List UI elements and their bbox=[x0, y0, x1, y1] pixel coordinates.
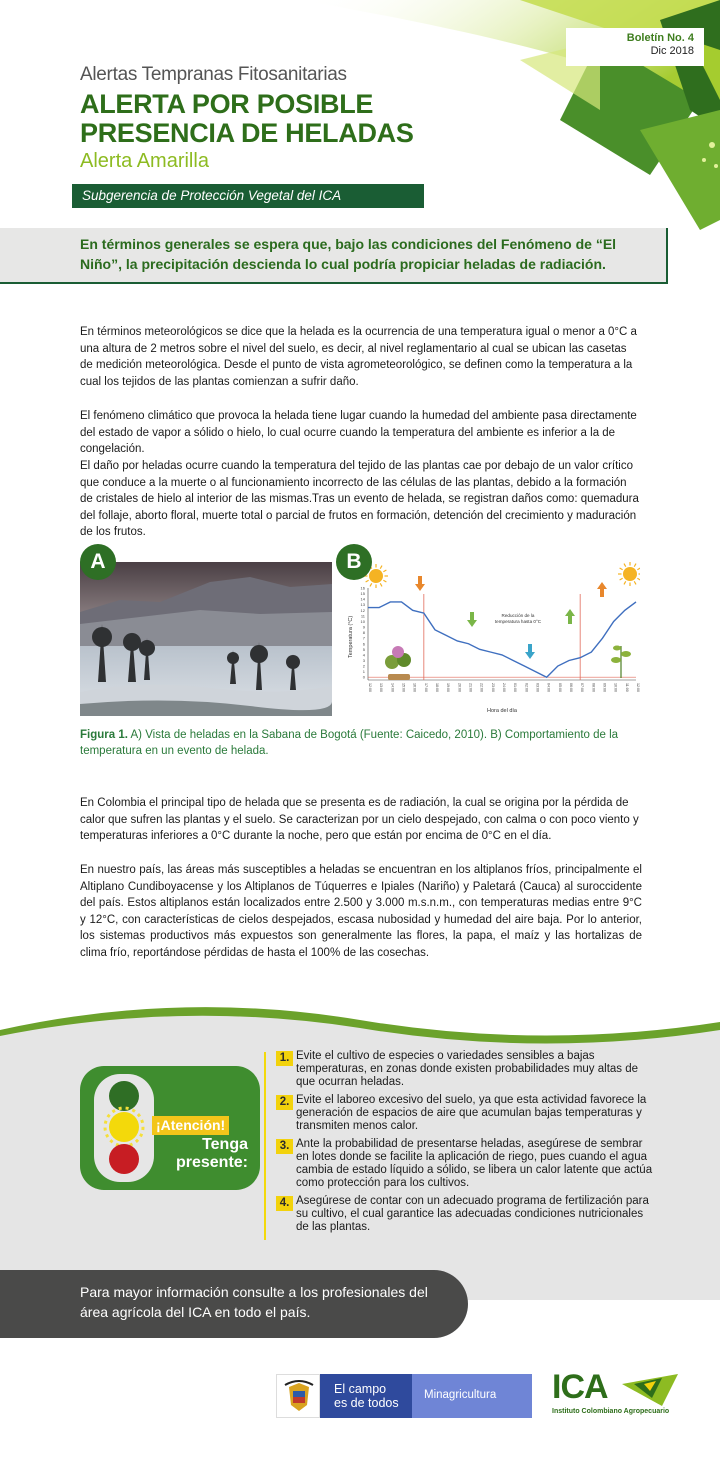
x-tick-label: 04:00 bbox=[546, 683, 551, 692]
paragraph-1: En términos meteorológicos se dice que la helada es la ocurrencia de una temperatura igual o menor a 0°C a una altura de 2 metros sobre el nivel del suelo, es decir, al nivel reglamentario al cual se ubican las casetas de medición meteorológica. Desde el punto de vista agrometeorológico, se definen como la temperatura a la cual los tejidos de las plantas comienzan a sufrir daño. bbox=[80, 326, 637, 388]
atencion-label bbox=[152, 1116, 229, 1135]
seedling-leaf-icon bbox=[613, 646, 621, 651]
seedling-leaf-icon bbox=[611, 657, 621, 663]
x-tick-label: 02:00 bbox=[524, 683, 529, 692]
potato-flower-icon bbox=[392, 646, 404, 658]
campo-line-1: El campo bbox=[334, 1382, 387, 1396]
y-tick-label: 13 bbox=[360, 602, 365, 608]
annotation-text: temperatura hasta 0°C bbox=[494, 619, 542, 624]
atencion-line-2: Tenga bbox=[202, 1136, 248, 1153]
department-banner: Subgerencia de Protección Vegetal del ICA bbox=[72, 184, 424, 208]
x-tick-label: 12:00 bbox=[636, 683, 640, 692]
x-tick-label: 17:00 bbox=[423, 683, 428, 692]
chart-background bbox=[340, 562, 640, 716]
y-axis-title: Temperatura (°C) bbox=[348, 615, 354, 658]
x-tick-label: 03:00 bbox=[535, 683, 540, 692]
x-tick-label: 15:00 bbox=[401, 683, 406, 692]
title-line-2: PRESENCIA DE HELADAS bbox=[80, 118, 414, 148]
paragraph-4: En Colombia el principal tipo de helada que se presenta es de radiación, la cual se origina por la pérdida de calor que sufren las plantas y el suelo. Se caracterizan por un cielo despejado, con calma o con poco viento y temperaturas inferiores a 0°C durante la noche, pero que están por encima de 0°C en el día. bbox=[80, 797, 639, 842]
tips-list bbox=[276, 1050, 658, 1239]
y-tick-label: 0 bbox=[362, 674, 365, 680]
x-tick-label: 06:00 bbox=[569, 683, 573, 692]
x-tick-label: 23:00 bbox=[490, 683, 495, 692]
tip-text: Evite el laboreo excesivo del suelo, ya que esta actividad favorece la generación de espacios de aire que acumulan bajas temperaturas y transmiten menos calor. bbox=[296, 1094, 647, 1132]
x-tick-label: 11:00 bbox=[624, 683, 629, 692]
tip-number: 4. bbox=[276, 1196, 293, 1211]
info-text: Para mayor información consulte a los profesionales del área agrícola del ICA en todo el país. bbox=[80, 1284, 428, 1320]
sun-icon bbox=[623, 567, 637, 581]
tip-text: Asegúrese de contar con un adecuado programa de fertilización para su cultivo, el cual garantice las adecuadas condiciones nutricionales de las plantas. bbox=[296, 1195, 649, 1233]
y-tick-label: 14 bbox=[360, 596, 365, 602]
title-line-1: ALERTA POR POSIBLE bbox=[80, 89, 374, 119]
ica-logo bbox=[552, 1368, 682, 1418]
tips-divider bbox=[264, 1052, 266, 1240]
tip-text: Evite el cultivo de especies o variedades sensibles a bajas temperaturas, en zonas donde existen probabilidades muy altas de que ocurran heladas. bbox=[296, 1050, 639, 1088]
bulletin-date: Dic 2018 bbox=[650, 45, 694, 57]
tip-number: 3. bbox=[276, 1139, 293, 1154]
alert-level: Alerta Amarilla bbox=[80, 150, 209, 172]
y-tick-label: 11 bbox=[360, 613, 365, 619]
y-tick-label: 12 bbox=[360, 607, 365, 613]
ica-full: Instituto Colombiano Agropecuario bbox=[552, 1408, 670, 1415]
atencion-heading bbox=[162, 1136, 248, 1172]
y-tick-label: 5 bbox=[362, 646, 365, 652]
y-tick-label: 4 bbox=[362, 652, 365, 658]
figure-a-badge: A bbox=[80, 544, 116, 580]
ministry-badge bbox=[412, 1374, 532, 1418]
tip-item bbox=[276, 1050, 658, 1089]
y-tick-label: 3 bbox=[362, 657, 365, 663]
tip-number: 2. bbox=[276, 1095, 293, 1110]
x-tick-label: 18:00 bbox=[435, 683, 439, 692]
x-tick-label: 10:00 bbox=[613, 683, 618, 692]
kicker: Alertas Tempranas Fitosanitarias bbox=[80, 64, 347, 85]
government-logos bbox=[276, 1374, 532, 1418]
bulletin-number: Boletín No. 4 bbox=[626, 32, 694, 44]
el-campo-badge bbox=[320, 1374, 412, 1418]
atencion-line-3: presente: bbox=[175, 1154, 248, 1171]
x-tick-label: 08:00 bbox=[591, 683, 596, 692]
x-tick-label: 07:00 bbox=[580, 683, 585, 692]
paragraph-2: El fenómeno climático que provoca la helada tiene lugar cuando la humedad del ambiente pasa directamente del estado de vapor a sólido o hielo, lo cual ocurre cuando la temperatura del ambiente es inferior a la de congelación. bbox=[80, 410, 637, 455]
campo-line-2: es de todos bbox=[334, 1396, 399, 1410]
tip-text: Ante la probabilidad de presentarse heladas, asegúrese de sembrar en lotes donde se facilite la aplicación de riego, pues cuando el agua cambia de estado líquido a sólido, se libera un calor latente que actúa como protección para los cultivos. bbox=[296, 1138, 653, 1189]
x-tick-label: 21:00 bbox=[468, 683, 473, 692]
lead-text: En términos generales se espera que, bajo las condiciones del Fenómeno de “El Niño”, la precipitación descienda lo cual podría propiciar heladas de radiación. bbox=[80, 236, 617, 272]
figure-b-badge: B bbox=[336, 544, 372, 580]
x-tick-label: 20:00 bbox=[457, 683, 462, 692]
y-tick-label: 10 bbox=[360, 618, 365, 624]
x-tick-label: 22:00 bbox=[479, 683, 484, 692]
y-tick-label: 6 bbox=[362, 641, 365, 647]
tip-item bbox=[276, 1138, 658, 1190]
x-tick-label: 14:00 bbox=[390, 683, 395, 692]
x-tick-label: 16:00 bbox=[412, 683, 417, 692]
annotation-text: Reducción de la bbox=[501, 613, 535, 618]
x-tick-label: 24:00 bbox=[502, 683, 506, 692]
sun-icon bbox=[369, 569, 383, 583]
x-tick-label: 19:00 bbox=[446, 683, 451, 692]
paragraph-3: El daño por heladas ocurre cuando la temperatura del tejido de las plantas cae por debajo de un valor crítico que conduce a la muerte o al funcionamiento incorrecto de las células de las plantas, debido a la formación de cristales de hielo al interior de las mismas.Tras un evento de helada, se registran daños como: quemadura del follaje, aborto floral, muerte total o parcial de frutos en formación, detención del crecimiento y maduración de los frutos. bbox=[80, 460, 639, 538]
ica-emblem-icon bbox=[622, 1374, 678, 1406]
x-tick-label: 12:00 bbox=[368, 683, 372, 692]
y-tick-label: 9 bbox=[362, 624, 365, 630]
frost-landscape-photo bbox=[80, 562, 332, 716]
tip-item bbox=[276, 1195, 658, 1234]
paragraph-5: En nuestro país, las áreas más susceptibles a heladas se encuentran en los altiplanos fríos, principalmente el Altiplano Cundiboyacense y los Altiplanos de Túquerres e Ipiales (Nariño) y Paletará (Cauca) al suroccidente del país. Estos altiplanos están localizados entre 2.500 y 3.000 m.s.n.m., con temperaturas medias entre 9°C y 12°C, con características de cielos despejados, escasa nubosidad y humedad del aire baja. Por lo anterior, los sistemas productivos más expuestos son generalmente las flores, la papa, el maíz y las hortalizas de clima frío, reportándose pérdidas de hasta el 100% de las cosechas. bbox=[80, 864, 642, 959]
y-tick-label: 8 bbox=[362, 630, 365, 636]
tip-number: 1. bbox=[276, 1051, 293, 1066]
ministry-name: Minagricultura bbox=[424, 1389, 497, 1401]
caption-label: Figura 1. bbox=[80, 729, 128, 741]
x-tick-label: 05:00 bbox=[557, 683, 562, 692]
seedling-leaf-icon bbox=[621, 651, 631, 657]
page-title bbox=[80, 90, 500, 148]
y-tick-label: 2 bbox=[362, 663, 365, 669]
x-axis-title: Hora del día bbox=[487, 708, 517, 714]
coat-of-arms-icon bbox=[276, 1374, 320, 1418]
tip-item bbox=[276, 1094, 658, 1133]
y-tick-label: 16 bbox=[360, 585, 365, 591]
x-tick-label: 09:00 bbox=[602, 683, 607, 692]
x-tick-label: 13:00 bbox=[379, 683, 384, 692]
figure-caption bbox=[80, 727, 646, 759]
temperature-chart bbox=[340, 562, 640, 716]
ica-short: ICA bbox=[552, 1368, 608, 1406]
y-tick-label: 7 bbox=[362, 635, 365, 641]
x-tick-label: 01:00 bbox=[513, 683, 518, 692]
y-tick-label: 1 bbox=[362, 669, 365, 675]
plant-pot bbox=[388, 674, 410, 680]
caption-text: A) Vista de heladas en la Sabana de Bogotá (Fuente: Caicedo, 2010). B) Comportamiento de la temperatura en un evento de helada. bbox=[80, 729, 619, 757]
atencion-text: ¡Atención! bbox=[156, 1117, 226, 1133]
y-tick-label: 15 bbox=[360, 591, 365, 597]
bulletin-info bbox=[566, 28, 704, 66]
